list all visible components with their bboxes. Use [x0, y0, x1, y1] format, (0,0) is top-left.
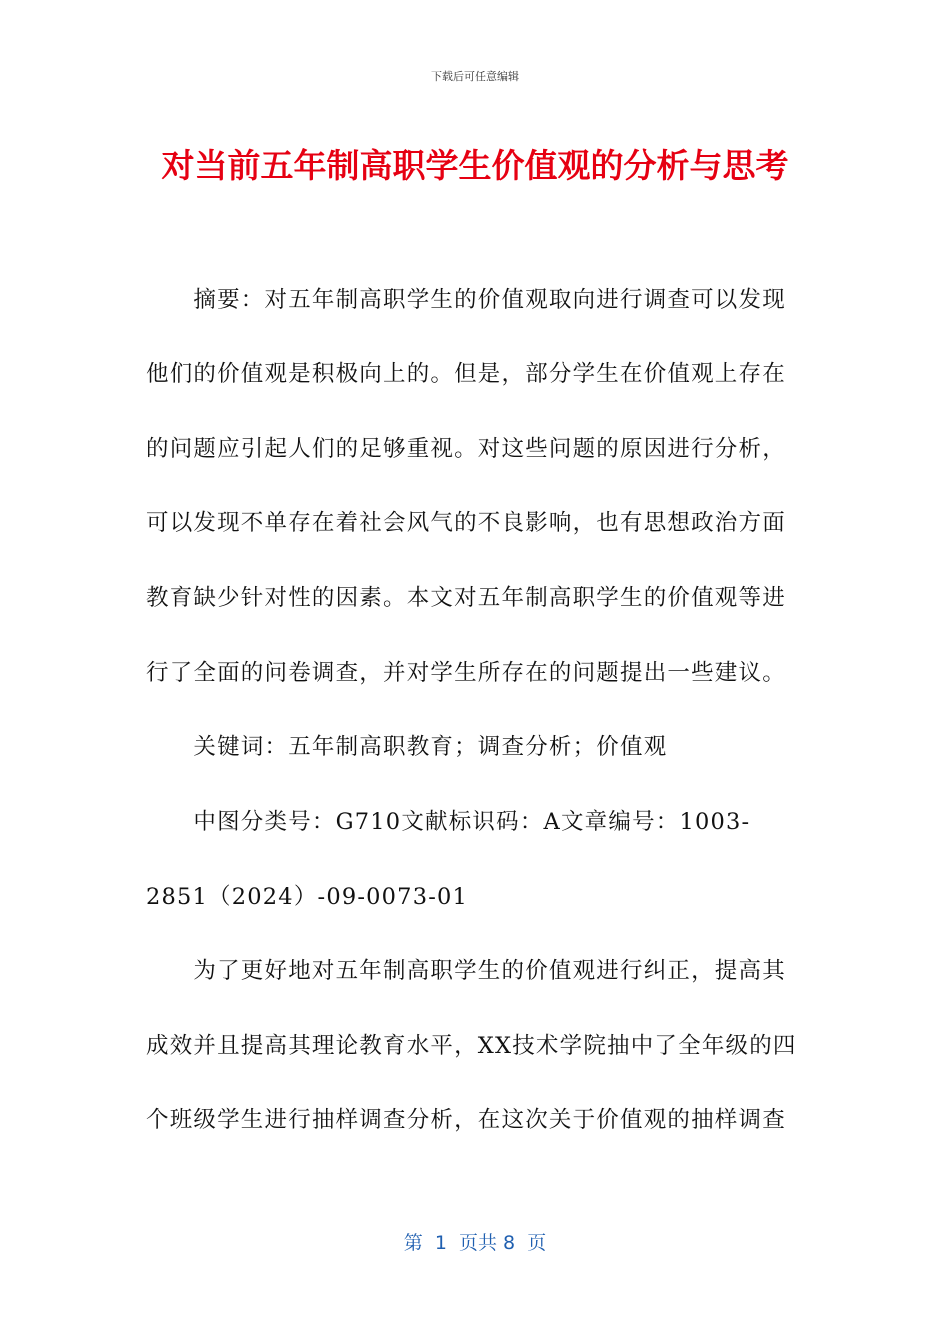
- body-line: 可以发现不单存在着社会风气的不良影响，也有思想政治方面: [146, 510, 786, 536]
- body-line: 个班级学生进行抽样调查分析，在这次关于价值观的抽样调查: [146, 1107, 786, 1133]
- body-line: 教育缺少针对性的因素。本文对五年制高职学生的价值观等进: [146, 585, 786, 611]
- document-title: 对当前五年制高职学生价值观的分析与思考: [161, 146, 789, 185]
- body-line: 摘要：对五年制高职学生的价值观取向进行调查可以发现: [146, 287, 786, 313]
- page-number: 第 1 页共 8 页: [403, 1232, 547, 1254]
- classification-line: 中图分类号：G710文献标识码：A文章编号：1003-: [146, 809, 751, 835]
- body-line: 的问题应引起人们的足够重视。对这些问题的原因进行分析，: [146, 436, 786, 462]
- body-line: 为了更好地对五年制高职学生的价值观进行纠正，提高其: [146, 958, 786, 984]
- body-line: 成效并且提高其理论教育水平，XX技术学院抽中了全年级的四: [146, 1033, 797, 1059]
- classification-line: 2851（2024）-09-0073-01: [146, 884, 469, 910]
- header-note: 下载后可任意编辑: [431, 70, 519, 83]
- body-line: 行了全面的问卷调查，并对学生所存在的问题提出一些建议。: [146, 660, 786, 686]
- keywords-line: 关键词：五年制高职教育；调查分析；价值观: [146, 734, 668, 760]
- body-line: 他们的价值观是积极向上的。但是，部分学生在价值观上存在: [146, 361, 786, 387]
